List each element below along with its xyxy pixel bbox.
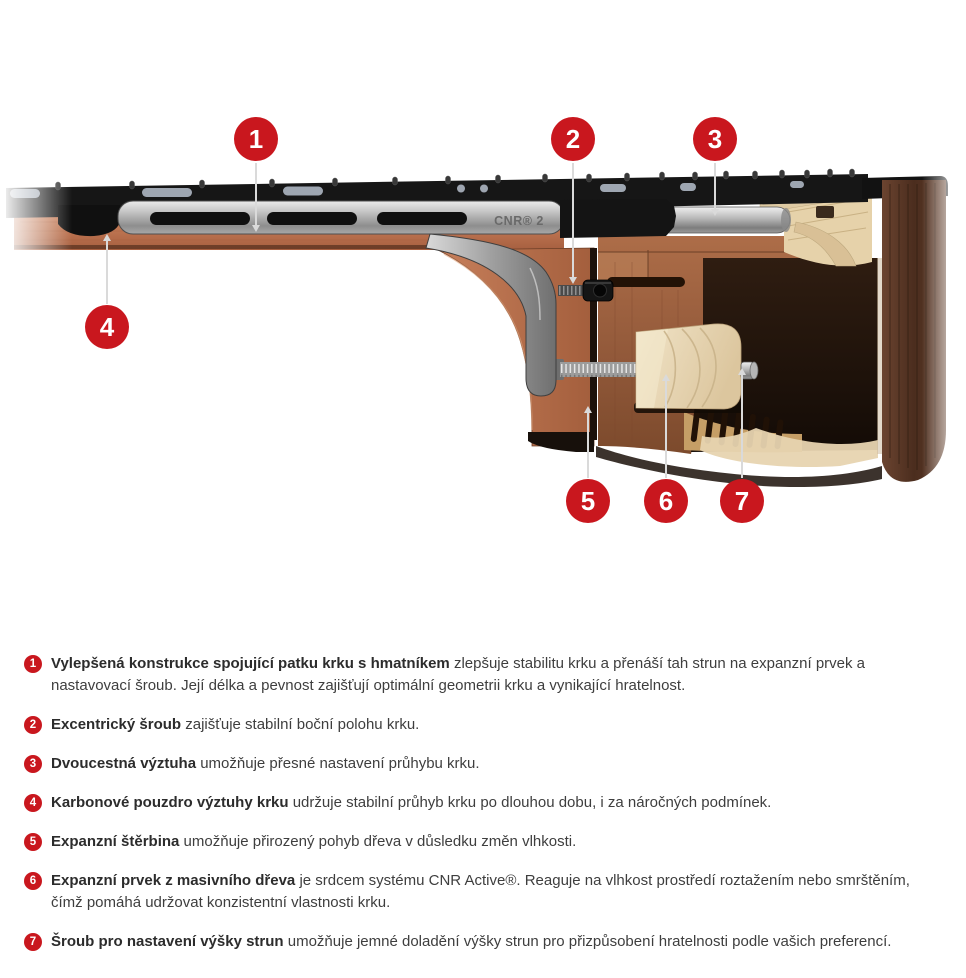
legend-bullet-1: 1 (24, 655, 42, 673)
legend-desc-3: umožňuje přesné nastavení průhybu krku. (200, 755, 480, 772)
legend-item-1 (24, 653, 944, 697)
legend-item-4 (24, 792, 944, 814)
legend-text-6 (51, 870, 944, 914)
legend-term-1: Vylepšená konstrukce spojující patku krku s hmatníkem (51, 655, 450, 672)
legend-bullet-6: 6 (24, 872, 42, 890)
side-inner-edge (877, 258, 882, 454)
legend-bullet-7: 7 (24, 933, 42, 951)
legend-term-5: Expanzní štěrbina (51, 833, 180, 850)
callout-4: 4 (85, 305, 129, 349)
left-fade (0, 0, 72, 630)
fretboard-tongue (560, 199, 676, 238)
expansion-element (634, 324, 744, 413)
legend-bullet-4: 4 (24, 794, 42, 812)
threaded-rod (554, 359, 640, 380)
legend-bullet-3: 3 (24, 755, 42, 773)
legend-desc-6: je srdcem systému CNR Active®. Reaguje na vlhkost prostředí roztažením nebo smrštěním, čímž pomáhá udržovat konzistentní vlastnosti krku. (51, 872, 910, 911)
legend-desc-1: zlepšuje stabilitu krku a přenáší tah strun na expanzní prvek a nastavovací šroub. Její délka a pevnost zajišťují optimální geometrii krku a vynikající hratelnost. (51, 655, 866, 694)
callout-1: 1 (234, 117, 278, 161)
legend-term-7: Šroub pro nastavení výšky strun (51, 933, 284, 950)
cnr-metal-frame (118, 201, 564, 396)
truss-rod (656, 207, 791, 233)
right-fade (922, 0, 966, 630)
lateral-slot (607, 277, 685, 287)
legend-desc-5: umožňuje přirozený pohyb dřeva v důsledku změn vlhkosti. (183, 833, 577, 850)
callout-6: 6 (644, 479, 688, 523)
expansion-gap (590, 248, 597, 440)
legend-bullet-2: 2 (24, 716, 42, 734)
legend-text-3 (51, 753, 480, 775)
legend-desc-7: umožňuje jemné doladění výšky strun pro přizpůsobení hratelnosti podle vašich preferencí. (287, 933, 892, 950)
legend-term-2: Excentrický šroub (51, 716, 182, 733)
legend-item-2 (24, 714, 944, 736)
legend-text-4 (51, 792, 771, 814)
legend-text-7 (51, 931, 891, 953)
legend-item-6 (24, 870, 944, 914)
legend (24, 653, 944, 970)
legend-text-2 (51, 714, 419, 736)
legend-item-5 (24, 831, 944, 853)
legend-desc-4: udržuje stabilní průhyb krku po dlouhou dobu, i za náročných podmínek. (292, 794, 772, 811)
legend-term-3: Dvoucestná výztuha (51, 755, 197, 772)
callout-7: 7 (720, 479, 764, 523)
legend-bullet-5: 5 (24, 833, 42, 851)
legend-term-6: Expanzní prvek z masivního dřeva (51, 872, 296, 889)
legend-item-7 (24, 931, 944, 953)
legend-item-3 (24, 753, 944, 775)
legend-desc-2: zajišťuje stabilní boční polohu krku. (185, 716, 420, 733)
callout-3: 3 (693, 117, 737, 161)
legend-text-5 (51, 831, 576, 853)
callout-2: 2 (551, 117, 595, 161)
callout-5: 5 (566, 479, 610, 523)
legend-term-4: Karbonové pouzdro výztuhy krku (51, 794, 289, 811)
frame-engraving: CNR® 2 (494, 214, 544, 228)
frame-slots (150, 212, 467, 225)
heel-cap (528, 432, 594, 452)
legend-text-1 (51, 653, 944, 697)
height-adjustment-screw (741, 362, 758, 379)
